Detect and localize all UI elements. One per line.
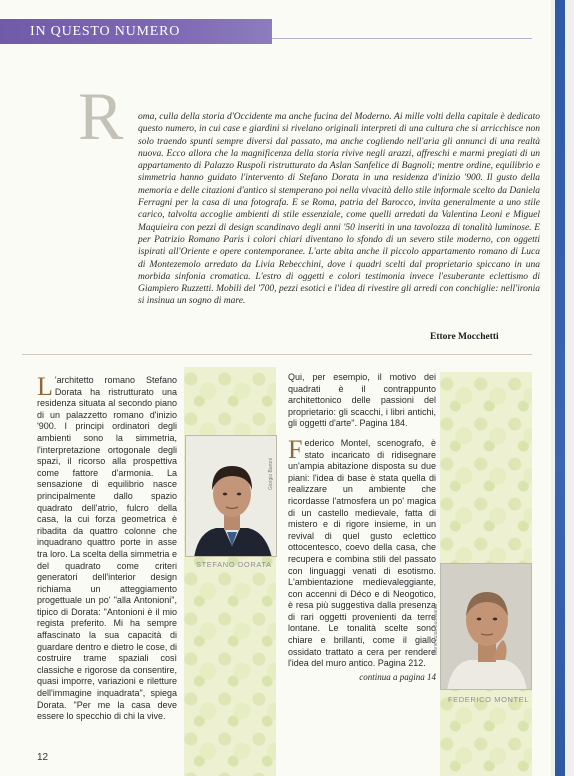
page-edge (551, 0, 574, 776)
article-dorata-text: 'architetto romano Stefano Dorata ha ristrutturato una residenza situata al secondo piano di un palazzetto romano d'inizio '900. I principi ordinatori degli ambienti sono la simmetria, l'interpretazione ortogonale degli spazi, il ricorso alla prospettiva come fattore d'armonia. La sensazione di equilibrio nasce principalmente dallo spazio quadrato dell'atrio, fulcro della casa, la cui forza geometrica è ribadita da quattro colonne che inquadrano quattro porte in asse tra loro. La scelta della simmetria e del quadrato come criteri generatori dell'interior design richiama un atteggiamento progettuale un po' "alla Antonioni", tipico di Dorata: "Antonioni è il mio regista preferito. Mi ha sempre affascinato la sua capacità di guardare dentro e dietro le cose, di costruire trame spaziali così classiche e rigorose da consentire, quasi imporre, variazioni e riletture dell'immagine inquadrata", spiega Dorata. "Per me la casa deve essere lo specchio di chi la vive. (37, 375, 177, 722)
header-rule (272, 38, 532, 39)
caption-federico-montel: FEDERICO MONTEL (448, 695, 530, 704)
intro-dropcap: R (78, 78, 124, 154)
continued-on-page: continua a pagina 14 (359, 671, 436, 682)
portrait-federico-montel (440, 563, 532, 690)
photo-credit-dorata: Giorgio Baroni (268, 458, 274, 490)
article-montel-dropcap: F (288, 434, 303, 464)
page-number: 12 (37, 752, 49, 763)
editorial-intro (138, 111, 540, 308)
section-header (0, 19, 272, 44)
portrait-montel-image (441, 564, 532, 690)
article-montel-paragraph (288, 434, 436, 670)
article-dorata-dropcap: L (37, 375, 53, 401)
decorative-panel-left (184, 367, 276, 776)
portrait-dorata-image (186, 436, 277, 557)
article-montel (288, 372, 436, 752)
editorial-text: oma, culla della storia d'Occidente ma anche fucina del Moderno. Ai mille volti della capitale è dedicato questo numero, in cui case e giardini si rivelano originali interpreti di una cultura che si arricchisce non solo traendo spunti sempre diversi dal passato, ma anche cogliendo nell'aria gli annunci di una realtà nuova. Ecco allora che la magnificenza della storia rivive negli arazzi, affreschi e marmi pregiati di un appartamento di Palazzo Ruspoli ristrutturato da Aslan Sanfelice di Bagnoli; mentre ordine, equilibrio e simmetria hanno guidato l'intervento di Stefano Dorata in una residenza d'inizio '900. Il gusto della memoria e delle citazioni d'antico si stemperano poi nella vivacità dello stile informale scelto da Daniela Ferragni per la casa di una fotografa. E se Roma, patria del Barocco, invita generalmente a uno stile carico, talvolta accoglie ambienti di stile essenziale, come quelli arredati da Valentina Leoni e Miguel Maquieira con pezzi di design scandinavo degli anni '50 inseriti in una tavolozza di tonalità luminose. E per Patrizio Romano Paris i colori chiari diventano lo sfondo di un severo stile moderno, con oggetti ispirati all'Oriente e opere contemporanee. L'arte abita anche il piccolo appartamento romano di Luca di Montezemolo arredato da Livia Rebecchini, dove i quadri scelti dal proprietario spiccano in una morbida sinfonia cromatica. L'estro di oggetti e colori testimonia invece l'esuberante eclettismo di Giampiero Ruzzetti. Mobili del '700, pezzi esotici e l'idea di rivestire gli arredi con conchiglie: nell'ironia si insinua un sogno di mare. (138, 112, 540, 307)
portrait-stefano-dorata (185, 435, 277, 557)
caption-stefano-dorata: STEFANO DORATA (196, 560, 272, 569)
photo-credit-montel: Marie Luisa Buonsanto (433, 603, 439, 655)
binding-stripe (555, 0, 565, 776)
section-title: IN QUESTO NUMERO (30, 23, 181, 39)
article-dorata (37, 375, 177, 745)
article-montel-text: ederico Montel, scenografo, è stato incaricato di ridisegnare un'ampia abitazione disposta su due piani: l'idea di base è stata quella di realizzare un ambiente che ricordasse l'atmosfera un po' magica di un castello medievale, fatta di mistero e di rigore insieme, in un revival di quel gusto eclettico ottocentesco, coevo della casa, che recupera e combina stili del passato con linguaggi venati di esotismo. L'ambientazione medievaleggiante, con accenni di Déco e di Neogotico, è resa più suggestiva dalla presenza di rari oggetti provenienti da terre lontane. Le tonalità scelte sono chiare e brillanti, come il giallo ossidato trattato a cera per rendere l'idea del muro antico. Pagina 212. (288, 437, 436, 669)
editorial-author: Ettore Mocchetti (430, 332, 499, 342)
article-dorata-continued: Qui, per esempio, il motivo dei quadrati è il contrappunto architettonico delle passioni del proprietario: gli scacchi, i libri antichi, gli oggetti d'arte". Pagina 184. (288, 372, 436, 429)
section-divider (22, 354, 532, 355)
